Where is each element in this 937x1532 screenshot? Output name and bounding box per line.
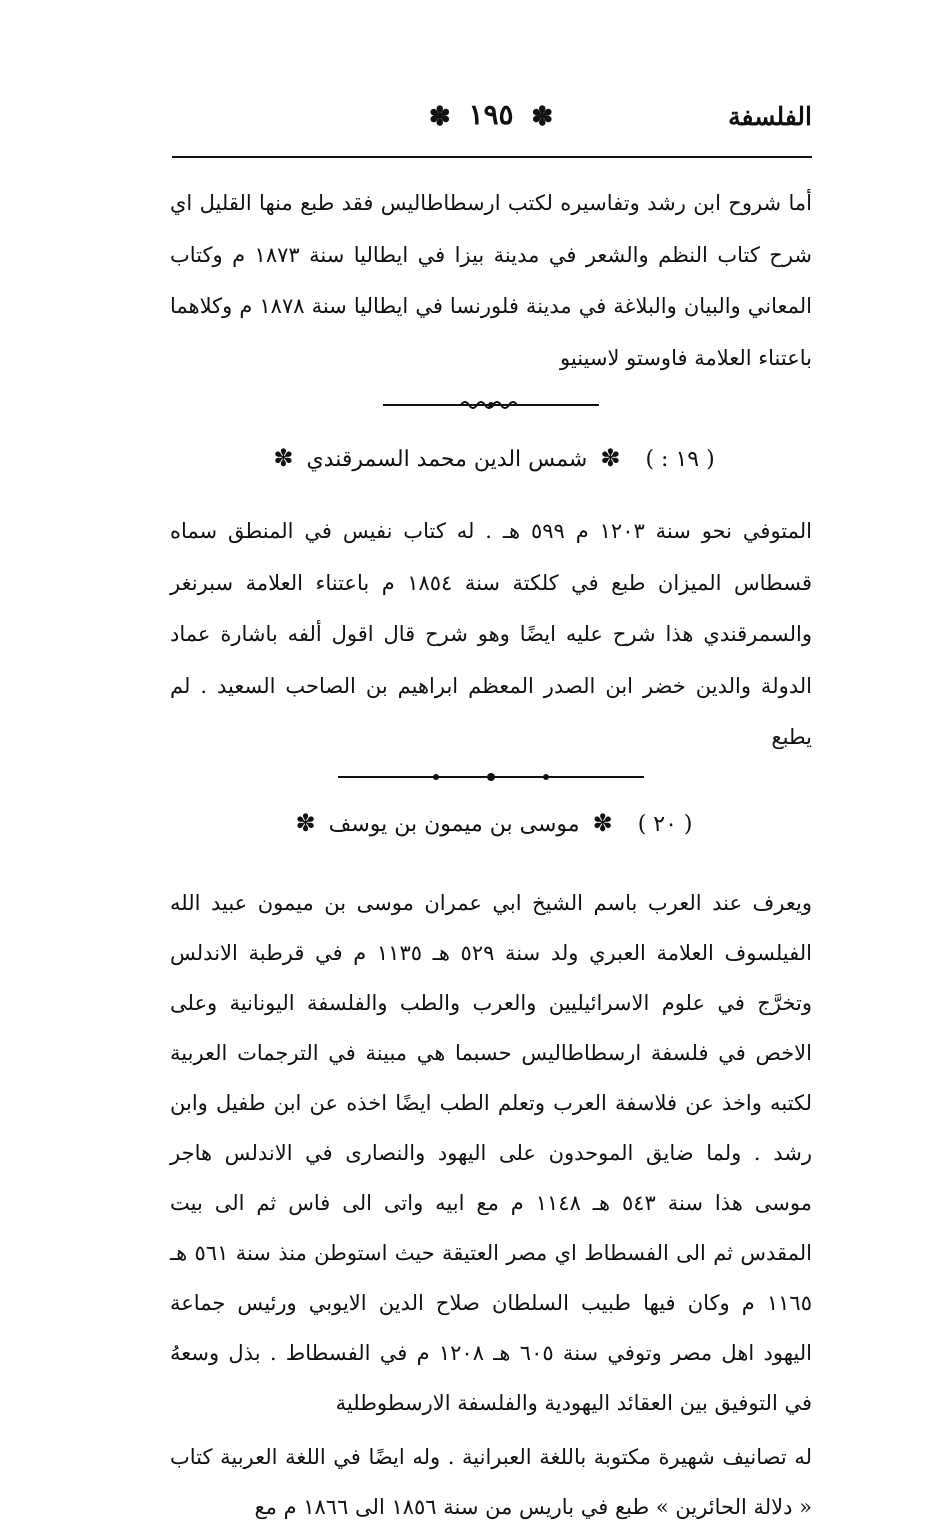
section-heading-19 (170, 430, 812, 486)
document-page (170, 92, 812, 1532)
paragraph-maimonides-works: له تصانيف شهيرة مكتوبة باللغة العبرانية . وله ايضًا في اللغة العربية كتاب « دلالة الحائرين » طبع في باريس من سنة ١٨٥٦ الى ١٨٦٦ م مع (170, 1444, 812, 1519)
flower-ornament-icon: ✽ (592, 808, 613, 837)
flower-ornament-icon: ✽ (273, 444, 294, 472)
section-divider (170, 768, 812, 786)
paragraph-averroes-commentaries: أما شروح ابن رشد وتفاسيره لكتب ارسطاطاليس فقد طبع منها القليل اي شرح كتاب النظم والشعر في مدينة بيزا في ايطاليا سنة ١٨٧٣ م وكتاب المعاني والبيان والبلاغة في مدينة فلورنسا في ايطاليا سنة ١٨٧٨ م وكلاهما باعتناء العلامة فاوستو لاسينيو (170, 191, 813, 370)
paragraph-maimonides: ويعرف عند العرب باسم الشيخ ابي عمران موسى بن ميمون عبيد الله الفيلسوف العلامة العبري ولد سنة ٥٢٩ هـ ١١٣٥ م في قرطبة الاندلس وتخرَّج في علوم الاسرائيليين والعرب والطب والفلسفة اليونانية وعلى الاخص في فلسفة ارسطاطاليس حسبما هي مبينة في الترجمات العربية لكتبه واخذ عن فلاسفة العرب وتعلم الطب ايضًا اخذه عن ابن طفيل وابن رشد . ولما ضايق الموحدون على اليهود والنصارى في الاندلس هاجر موسى هذا سنة ٥٤٣ هـ ١١٤٨ م مع ابيه واتى الى فاس ثم الى بيت المقدس ثم الى الفسطاط اي مصر العتيقة حيث استوطن منذ سنة ٥٦١ هـ ١١٦٥ م وكان فيها طبيب السلطان صلاح الدين الايوبي ورئيس جماعة اليهود اهل مصر وتوفي سنة ٦٠٥ هـ ١٢٠٨ م في الفسطاط . بذل وسعهُ في التوفيق بين العقائد اليهودية والفلسفة الارسطوطلية (170, 890, 812, 1415)
section-number: ( ٢٠ ) (637, 811, 693, 837)
section-title: موسى بن ميمون بن يوسف (328, 811, 580, 837)
flower-ornament-icon: ✽ (600, 444, 621, 472)
paragraph-samarqandi: المتوفي نحو سنة ١٢٠٣ م ٥٩٩ هـ . له كتاب نفيس في المنطق سماه قسطاس الميزان طبع في كلكتة سنة ١٨٥٤ م باعتناء العلامة سبرنغر والسمرقندي هذا شرح عليه ايضًا وهو شرح قال اقول ألفه باشارة عماد الدولة والدين خضر ابن الصدر المعظم ابراهيم بن الصاحب السعيد . لم يطبع (170, 519, 813, 749)
flower-ornament-icon: ✽ (531, 101, 554, 132)
divider-ornament-icon (381, 398, 601, 412)
running-title: الفلسفة (728, 102, 812, 131)
section-title: شمس الدين محمد السمرقندي (306, 447, 588, 472)
section-heading-20 (170, 792, 812, 854)
page-number-group (421, 98, 561, 132)
page-number: ١٩٥ (468, 98, 514, 131)
header-rule (172, 156, 812, 158)
divider-ornament-icon (336, 771, 646, 783)
section-divider (170, 392, 812, 418)
page-header (170, 92, 812, 142)
flower-ornament-icon: ✽ (295, 808, 316, 837)
section-number: ( ١٩ : ) (645, 447, 715, 472)
flower-ornament-icon: ✽ (428, 101, 451, 132)
